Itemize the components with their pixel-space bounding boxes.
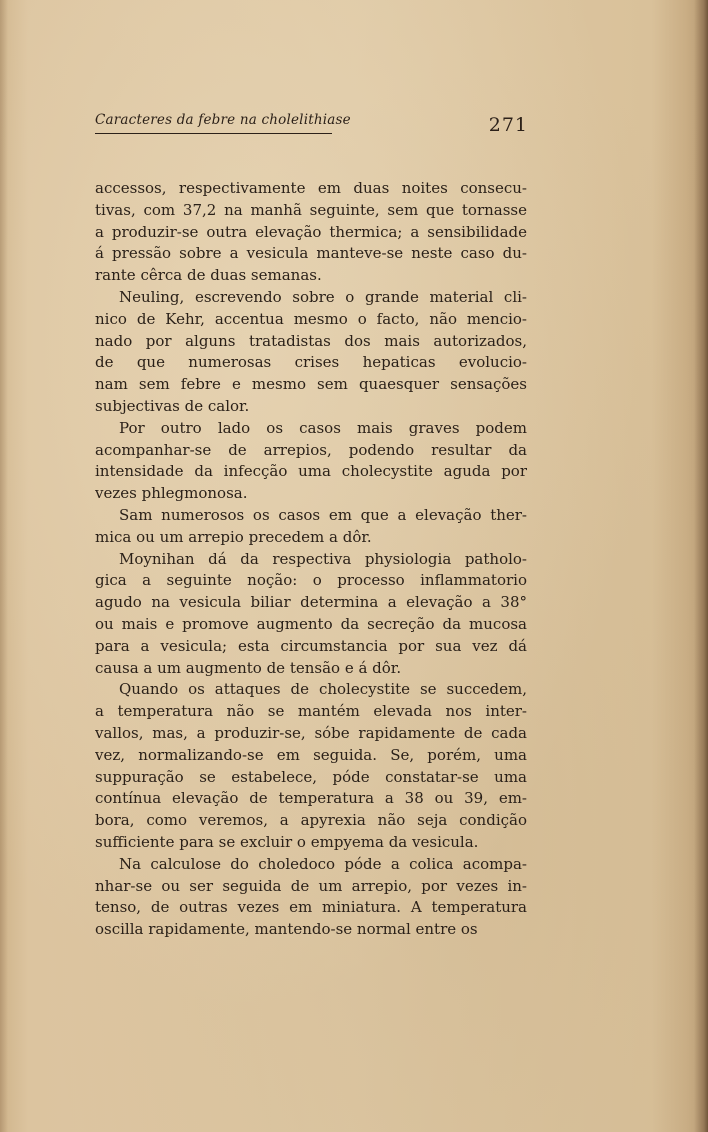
paragraph <box>95 549 527 680</box>
text-line: gica a seguinte noção: o processo inflammatorio <box>95 571 527 590</box>
paragraph <box>95 178 527 287</box>
text-line: vez, normalizando-se em seguida. Se, porém, uma <box>95 745 527 764</box>
page-right-edge-shading <box>694 0 708 1132</box>
text-line: suppuração se estabelece, póde constatar-se uma <box>95 767 527 786</box>
text-line: bora, como veremos, a apyrexia não seja condição <box>95 811 527 830</box>
paragraph <box>95 505 527 549</box>
text-line: para a vesicula; esta circumstancia por sua vez dá <box>95 636 527 655</box>
text-line: sufficiente para se excluir o empyema da vesicula. <box>95 832 479 851</box>
body-text <box>95 178 527 941</box>
text-line: acompanhar-se de arrepios, podendo resultar da <box>95 440 527 459</box>
text-line: oscilla rapidamente, mantendo-se normal entre os <box>95 920 478 939</box>
text-line: tenso, de outras vezes em miniatura. A temperatura <box>95 898 527 917</box>
text-line: contínua elevação de temperatura a 38 ou 39, em- <box>95 789 527 808</box>
text-line: rante cêrca de duas semanas. <box>95 266 322 285</box>
paragraph <box>95 287 527 418</box>
text-line: Por outro lado os casos mais graves podem <box>119 418 527 437</box>
running-title: Caracteres da febre na cholelithiase <box>95 112 351 128</box>
text-line: accessos, respectivamente em duas noites consecu- <box>95 179 527 197</box>
page-left-edge-shading <box>0 0 8 1132</box>
paragraph <box>95 854 527 941</box>
text-line: de que numerosas crises hepaticas evolucio- <box>95 353 527 372</box>
text-line: Sam numerosos os casos em que a elevação ther- <box>119 505 527 524</box>
text-line: subjectivas de calor. <box>95 396 250 415</box>
text-line: tivas, com 37,2 na manhã seguinte, sem que tornasse <box>95 200 527 219</box>
text-line: nhar-se ou ser seguida de um arrepio, por vezes in- <box>95 876 527 895</box>
text-line: Quando os attaques de cholecystite se succedem, <box>119 680 527 699</box>
text-line: ou mais e promove augmento da secreção da mucosa <box>95 614 527 633</box>
text-line: mica ou um arrepio precedem a dôr. <box>95 527 372 546</box>
text-line: intensidade da infecção uma cholecystite aguda por <box>95 462 527 481</box>
page-header <box>95 106 532 140</box>
text-line: vallos, mas, a produzir-se, sóbe rapidamente de cada <box>95 723 527 742</box>
text-line: Na calculose do choledoco póde a colica acompa- <box>119 854 527 873</box>
page-number: 271 <box>488 114 528 136</box>
text-line: nam sem febre e mesmo sem quaesquer sensações <box>95 375 527 394</box>
text-line: agudo na vesicula biliar determina a elevação a 38° <box>95 593 527 612</box>
paragraph <box>95 679 527 853</box>
text-line: a produzir-se outra elevação thermica; a sensibilidade <box>95 222 527 241</box>
text-line: Moynihan dá da respectiva physiologia patholo- <box>119 549 527 568</box>
text-line: Neuling, escrevendo sobre o grande material cli- <box>119 287 527 306</box>
text-line: nico de Kehr, accentua mesmo o facto, não mencio- <box>95 309 527 328</box>
paragraph <box>95 418 527 505</box>
header-rule <box>95 133 332 134</box>
text-line: vezes phlegmonosa. <box>95 484 248 503</box>
text-line: causa a um augmento de tensão e á dôr. <box>95 658 402 677</box>
text-line: nado por alguns tratadistas dos mais autorizados, <box>95 331 527 350</box>
text-line: á pressão sobre a vesicula manteve-se neste caso du- <box>95 244 527 263</box>
text-line: a temperatura não se mantém elevada nos inter- <box>95 702 527 721</box>
